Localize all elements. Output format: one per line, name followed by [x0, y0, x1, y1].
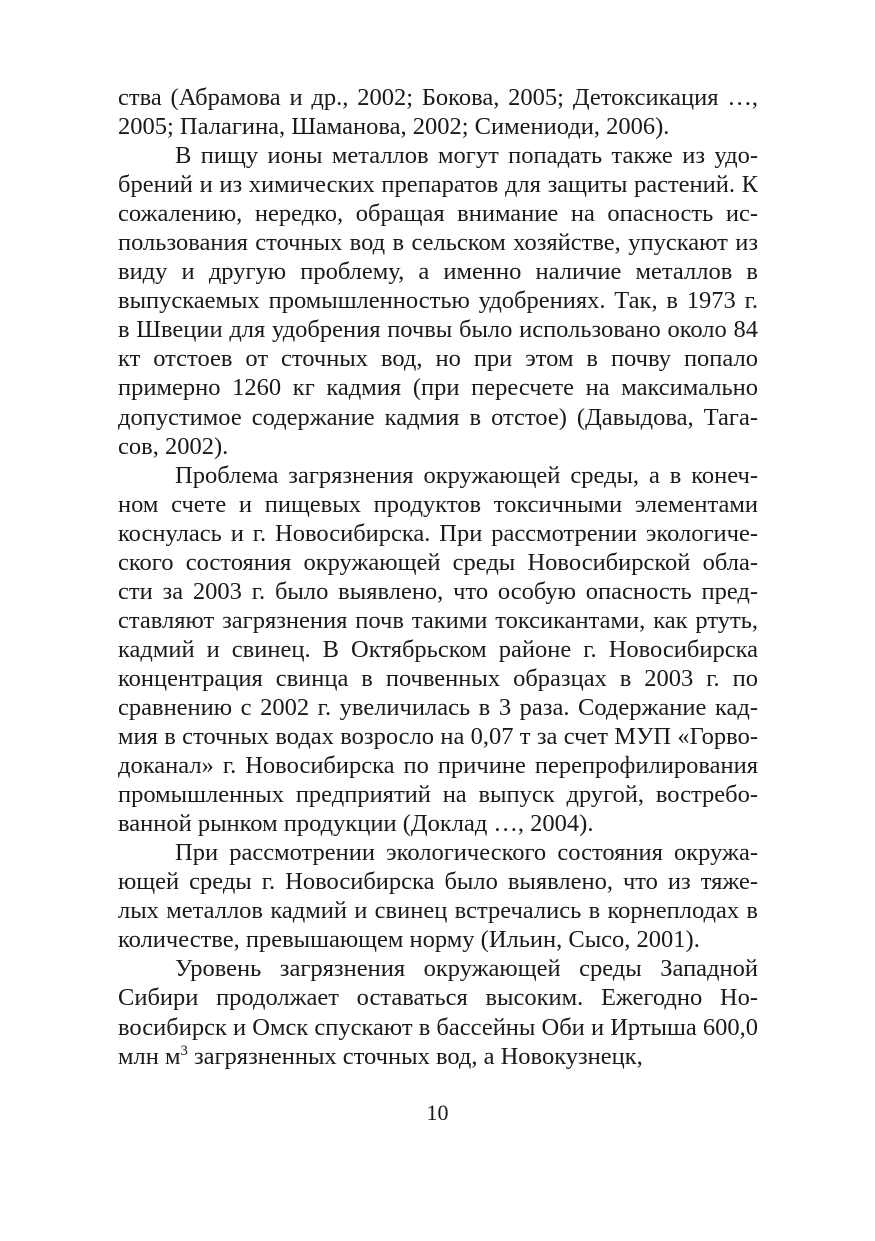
text-line: ющей среды г. Новосибирска было выявлено, что из тяже- — [118, 868, 758, 896]
text-line: брений и из химических препаратов для защиты растений. — [118, 171, 735, 199]
text-line: сравнению с 2002 г. увеличилась в 3 раза. Содержание кад- — [118, 693, 758, 721]
paragraph — [118, 141, 758, 461]
text-line: коснулась и г. Новосибирска. При рассмотрении экологиче- — [118, 519, 758, 547]
text-line: ванной рынком продукции (Доклад …, 2004). — [118, 810, 594, 838]
text-line: кадмий и свинец. В Октябрьском районе г. Новосибирска — [118, 635, 758, 663]
text-line: количестве, превышающем норму (Ильин, Сысо, 2001). — [118, 926, 700, 954]
text-line: лых металлов кадмий и свинец встречались в корнеплодах в — [118, 897, 758, 925]
text-line: концентрация свинца в почвенных образцах в 2003 г. по — [118, 664, 758, 692]
text-line: К сожалению, нередко, обращая внимание на опасность ис- — [118, 171, 759, 228]
text-line: 84 кт отстоев от сточных вод, но при этом в почву попало — [118, 316, 758, 373]
text-line: Уровень загрязнения окружающей среды Западной — [175, 955, 758, 983]
text-line: допустимое содержание кадмия в отстое) (Давыдова, Тага- — [118, 403, 758, 431]
paragraph — [118, 954, 758, 1070]
text-line: Сибири продолжает оставаться высоким. Ежегодно Но- — [118, 984, 758, 1012]
text-line: ского состояния окружающей среды Новосибирской обла- — [118, 548, 758, 576]
paragraph — [118, 838, 758, 954]
text-line: 600,0 млн м — [118, 1013, 759, 1070]
text-line: сов, 2002). — [118, 432, 229, 460]
text-line: В пищу ионы металлов могут попадать также из удо- — [175, 142, 758, 170]
text-line: 2005; Палагина, Шаманова, 2002; Симениоди, 2006). — [118, 113, 670, 141]
paragraph — [118, 83, 758, 141]
text-line: промышленных предприятий на выпуск другой, востребо- — [118, 781, 758, 809]
body-text — [118, 83, 758, 1071]
text-line: пользования сточных вод в сельском хозяйстве, упускают — [118, 229, 728, 257]
text-line: выпускаемых промышленностью удобрениях. Так, в 1973 г. — [118, 287, 758, 315]
text-line: доканал» г. Новосибирска по причине перепрофилирования — [118, 752, 758, 780]
text-line: примерно 1260 кг кадмия (при пересчете на максимально — [118, 374, 758, 402]
text-line: загрязненных сточных вод, а Новокузнецк, — [187, 1042, 643, 1070]
text-line: При рассмотрении экологического состояния окружа- — [175, 839, 758, 867]
text-line: ном счете и пищевых продуктов токсичными элементами — [118, 490, 758, 518]
text-line: в Швеции для удобрения почвы было использовано около — [118, 316, 727, 344]
text-line: из виду и другую проблему, а именно наличие металлов в — [118, 229, 759, 286]
text-line: сти за 2003 г. было выявлено, что особую опасность пред- — [118, 577, 758, 605]
text-line: ства (Абрамова и др., 2002; Бокова, 2005; Детоксикация …, — [118, 84, 758, 111]
text-line: мия в сточных водах возросло на 0,07 т за счет МУП «Горво- — [118, 723, 758, 751]
paragraph — [118, 461, 758, 839]
text-line: восибирск и Омск спускают в бассейны Оби и Иртыша — [118, 1013, 697, 1041]
text-line: ставляют загрязнения почв такими токсикантами, как ртуть, — [118, 606, 758, 634]
page-number: 10 — [426, 1100, 449, 1125]
text-line: Проблема загрязнения окружающей среды, а в конеч- — [175, 461, 758, 489]
superscript-exponent: 3 — [180, 1042, 188, 1059]
